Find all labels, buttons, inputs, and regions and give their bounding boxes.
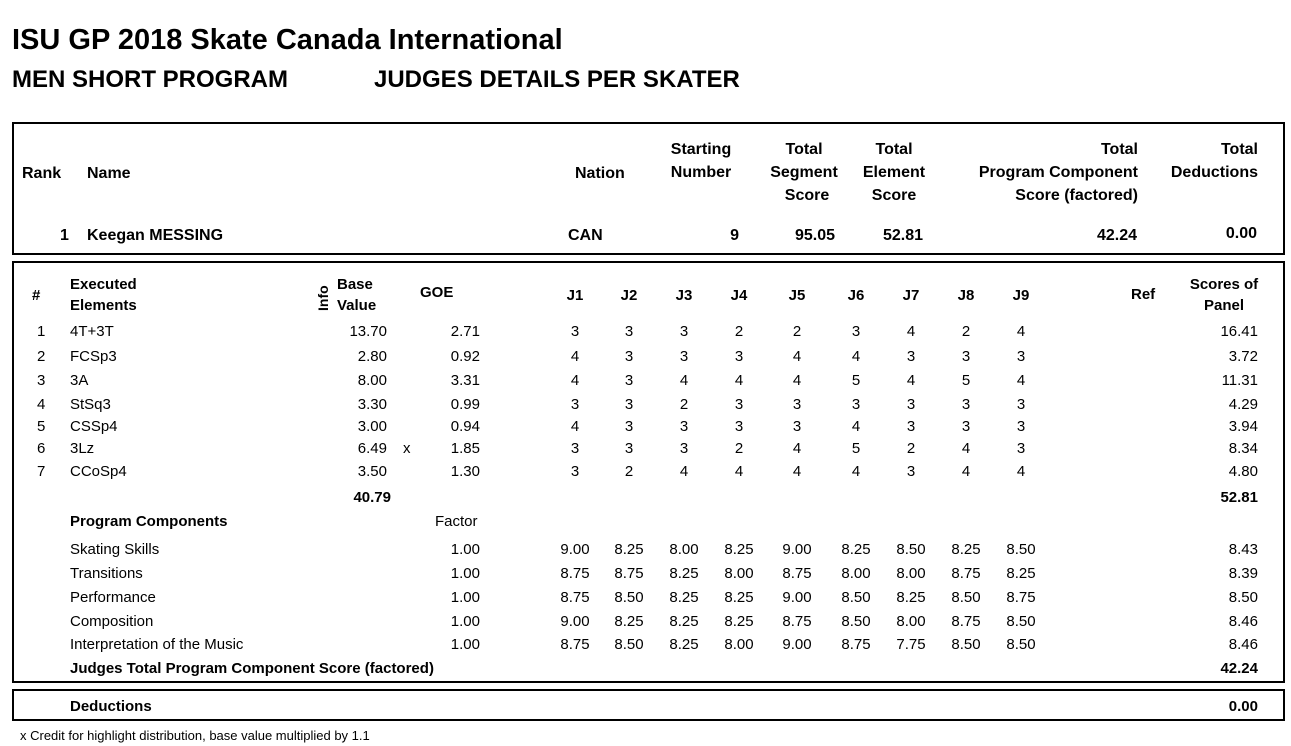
element-judge-score-j7: 3 [906, 463, 916, 480]
component-judge-score-j7: 7.75 [896, 636, 926, 653]
element-judge-score-j4: 2 [734, 323, 744, 340]
element-number: 3 [37, 372, 46, 389]
element-judge-score-j9: 4 [1016, 463, 1026, 480]
skater-total-deductions: 0.00 [1225, 225, 1257, 242]
component-judge-score-j2: 8.25 [614, 613, 644, 630]
element-goe: 1.85 [450, 440, 480, 457]
skater-starting-number: 9 [730, 227, 739, 244]
component-factor: 1.00 [450, 589, 480, 606]
judge-header-j5: J5 [788, 287, 806, 304]
element-number: 5 [37, 418, 46, 435]
judge-header-j7: J7 [902, 287, 920, 304]
element-judge-score-j4: 3 [734, 348, 744, 365]
element-name: 4T+3T [70, 323, 114, 340]
component-judge-score-j6: 8.25 [841, 541, 871, 558]
element-judge-score-j5: 2 [792, 323, 802, 340]
element-judge-score-j5: 3 [792, 396, 802, 413]
element-number: 6 [37, 440, 46, 457]
nation-header: Nation [575, 165, 625, 182]
element-goe: 0.94 [450, 418, 480, 435]
component-judge-score-j8: 8.50 [951, 589, 981, 606]
element-judge-score-j5: 4 [792, 348, 802, 365]
element-name: 3Lz [70, 440, 95, 457]
event-title: ISU GP 2018 Skate Canada International [12, 24, 563, 56]
footnote: x Credit for highlight distribution, base value multiplied by 1.1 [20, 728, 370, 743]
element-panel-score: 8.34 [1228, 440, 1258, 457]
component-judge-score-j3: 8.25 [669, 589, 699, 606]
component-judge-score-j8: 8.25 [951, 541, 981, 558]
element-number: 7 [37, 463, 46, 480]
component-judge-score-j2: 8.50 [614, 589, 644, 606]
element-judge-score-j3: 3 [679, 323, 689, 340]
element-judge-score-j2: 3 [624, 418, 634, 435]
element-judge-score-j6: 4 [851, 418, 861, 435]
component-judge-score-j6: 8.00 [841, 565, 871, 582]
element-judge-score-j2: 3 [624, 372, 634, 389]
element-name: StSq3 [70, 396, 111, 413]
element-judge-score-j7: 3 [906, 418, 916, 435]
starting-number-header: Starting Number [670, 141, 732, 181]
element-panel-score: 3.72 [1228, 348, 1258, 365]
component-judge-score-j2: 8.25 [614, 541, 644, 558]
element-judge-score-j7: 2 [906, 440, 916, 457]
element-name: FCSp3 [70, 348, 117, 365]
component-name: Performance [70, 589, 156, 606]
component-judge-score-j6: 8.50 [841, 589, 871, 606]
elements-total-score: 52.81 [1220, 489, 1258, 506]
component-judge-score-j3: 8.25 [669, 636, 699, 653]
component-judge-score-j1: 8.75 [560, 565, 590, 582]
element-info-flag: x [403, 440, 411, 457]
element-judge-score-j8: 4 [961, 463, 971, 480]
component-judge-score-j5: 9.00 [782, 589, 812, 606]
component-judge-score-j1: 8.75 [560, 589, 590, 606]
element-judge-score-j4: 3 [734, 418, 744, 435]
component-judge-score-j8: 8.50 [951, 636, 981, 653]
component-factor: 1.00 [450, 636, 480, 653]
component-judge-score-j3: 8.00 [669, 541, 699, 558]
element-base-value: 6.49 [357, 440, 387, 457]
component-judge-score-j3: 8.25 [669, 565, 699, 582]
element-base-value: 13.70 [349, 323, 387, 340]
skater-rank: 1 [60, 227, 69, 244]
element-judge-score-j2: 3 [624, 323, 634, 340]
element-judge-score-j5: 4 [792, 440, 802, 457]
component-name: Transitions [70, 565, 143, 582]
element-name: CSSp4 [70, 418, 118, 435]
element-judge-score-j1: 3 [570, 323, 580, 340]
element-judge-score-j9: 4 [1016, 372, 1026, 389]
element-panel-score: 4.80 [1228, 463, 1258, 480]
element-judge-score-j5: 4 [792, 372, 802, 389]
judge-header-j8: J8 [957, 287, 975, 304]
element-judge-score-j5: 3 [792, 418, 802, 435]
component-panel-score: 8.43 [1228, 541, 1258, 558]
element-panel-score: 11.31 [1221, 372, 1258, 389]
component-factor: 1.00 [450, 565, 480, 582]
element-number: 4 [37, 396, 46, 413]
element-goe: 0.99 [450, 396, 480, 413]
goe-header: GOE [420, 284, 454, 301]
skater-total-segment-score: 95.05 [794, 227, 835, 244]
element-judge-score-j6: 5 [851, 440, 861, 457]
pcs-total-value: 42.24 [1220, 660, 1258, 677]
element-judge-score-j1: 4 [570, 348, 580, 365]
element-judge-score-j9: 3 [1016, 440, 1026, 457]
element-goe: 3.31 [450, 372, 480, 389]
element-judge-score-j6: 4 [851, 463, 861, 480]
element-judge-score-j7: 3 [906, 396, 916, 413]
element-judge-score-j9: 3 [1016, 348, 1026, 365]
element-judge-score-j3: 4 [679, 372, 689, 389]
element-name: 3A [70, 372, 89, 389]
element-judge-score-j1: 4 [570, 418, 580, 435]
element-goe: 0.92 [450, 348, 480, 365]
component-judge-score-j2: 8.75 [614, 565, 644, 582]
component-judge-score-j8: 8.75 [951, 565, 981, 582]
program-components-header: Program Components [70, 513, 228, 530]
component-judge-score-j4: 8.25 [724, 541, 754, 558]
element-judge-score-j9: 3 [1016, 396, 1026, 413]
component-judge-score-j5: 8.75 [782, 613, 812, 630]
component-factor: 1.00 [450, 541, 480, 558]
judge-header-j4: J4 [730, 287, 748, 304]
total-segment-score-header: Total Segment Score [770, 141, 838, 204]
component-judge-score-j1: 8.75 [560, 636, 590, 653]
element-base-value: 3.30 [357, 396, 387, 413]
component-judge-score-j8: 8.75 [951, 613, 981, 630]
total-deductions-header: Total Deductions [1170, 141, 1258, 181]
element-number-header: # [32, 287, 41, 304]
scores-of-panel-header: Scores of Panel [1189, 276, 1259, 314]
element-base-value: 8.00 [357, 372, 387, 389]
component-panel-score: 8.46 [1228, 636, 1258, 653]
element-judge-score-j4: 4 [734, 463, 744, 480]
element-panel-score: 16.41 [1220, 323, 1258, 340]
component-judge-score-j9: 8.50 [1006, 613, 1036, 630]
judge-header-j3: J3 [675, 287, 693, 304]
info-header: Info [315, 285, 331, 311]
component-name: Skating Skills [70, 541, 160, 558]
element-judge-score-j1: 3 [570, 440, 580, 457]
component-judge-score-j7: 8.00 [896, 565, 926, 582]
element-judge-score-j6: 3 [851, 323, 861, 340]
name-header: Name [87, 165, 131, 182]
element-name: CCoSp4 [70, 463, 127, 480]
executed-elements-header: Executed Elements [70, 276, 137, 314]
element-judge-score-j8: 3 [961, 396, 971, 413]
judge-header-j1: J1 [566, 287, 584, 304]
component-judge-score-j9: 8.25 [1006, 565, 1036, 582]
element-judge-score-j3: 3 [679, 418, 689, 435]
element-judge-score-j8: 4 [961, 440, 971, 457]
component-judge-score-j4: 8.25 [724, 589, 754, 606]
element-judge-score-j4: 4 [734, 372, 744, 389]
element-judge-score-j6: 5 [851, 372, 861, 389]
elements-total-base-value: 40.79 [353, 489, 391, 506]
element-judge-score-j3: 3 [679, 348, 689, 365]
element-judge-score-j2: 3 [624, 348, 634, 365]
deductions-value: 0.00 [1228, 698, 1258, 715]
component-judge-score-j6: 8.50 [841, 613, 871, 630]
rank-header: Rank [22, 165, 62, 182]
factor-header: Factor [435, 513, 478, 530]
element-judge-score-j7: 3 [906, 348, 916, 365]
component-panel-score: 8.39 [1228, 565, 1258, 582]
component-judge-score-j2: 8.50 [614, 636, 644, 653]
deductions-label: Deductions [70, 698, 152, 715]
component-judge-score-j7: 8.00 [896, 613, 926, 630]
total-element-score-header: Total Element Score [862, 141, 926, 204]
element-judge-score-j7: 4 [906, 372, 916, 389]
component-judge-score-j7: 8.25 [896, 589, 926, 606]
element-number: 1 [37, 323, 46, 340]
component-judge-score-j7: 8.50 [896, 541, 926, 558]
component-judge-score-j5: 9.00 [782, 541, 812, 558]
ref-header: Ref [1131, 286, 1156, 303]
element-judge-score-j1: 3 [570, 396, 580, 413]
element-base-value: 3.00 [357, 418, 387, 435]
element-judge-score-j8: 3 [961, 418, 971, 435]
element-judge-score-j2: 2 [624, 463, 634, 480]
pcs-total-label: Judges Total Program Component Score (factored) [70, 660, 434, 677]
element-goe: 2.71 [450, 323, 480, 340]
component-judge-score-j4: 8.00 [724, 636, 754, 653]
component-name: Composition [70, 613, 154, 630]
element-judge-score-j3: 2 [679, 396, 689, 413]
element-judge-score-j8: 5 [961, 372, 971, 389]
element-panel-score: 3.94 [1228, 418, 1258, 435]
element-judge-score-j1: 3 [570, 463, 580, 480]
component-panel-score: 8.50 [1228, 589, 1258, 606]
skater-total-element-score: 52.81 [882, 227, 923, 244]
element-judge-score-j4: 3 [734, 396, 744, 413]
judge-header-j6: J6 [847, 287, 865, 304]
component-judge-score-j9: 8.50 [1006, 541, 1036, 558]
component-judge-score-j1: 9.00 [560, 613, 590, 630]
element-judge-score-j3: 3 [679, 440, 689, 457]
component-judge-score-j1: 9.00 [560, 541, 590, 558]
deductions-box [12, 689, 1285, 721]
component-judge-score-j9: 8.75 [1006, 589, 1036, 606]
segment-title: MEN SHORT PROGRAM [12, 66, 288, 93]
element-panel-score: 4.29 [1228, 396, 1258, 413]
element-number: 2 [37, 348, 46, 365]
component-judge-score-j4: 8.25 [724, 613, 754, 630]
judge-header-j9: J9 [1012, 287, 1030, 304]
element-judge-score-j6: 3 [851, 396, 861, 413]
base-value-header: Base Value [337, 276, 377, 314]
element-judge-score-j8: 2 [961, 323, 971, 340]
element-judge-score-j2: 3 [624, 396, 634, 413]
component-factor: 1.00 [450, 613, 480, 630]
component-judge-score-j5: 8.75 [782, 565, 812, 582]
element-judge-score-j1: 4 [570, 372, 580, 389]
element-judge-score-j6: 4 [851, 348, 861, 365]
component-name: Interpretation of the Music [70, 636, 244, 653]
element-judge-score-j9: 4 [1016, 323, 1026, 340]
element-judge-score-j4: 2 [734, 440, 744, 457]
component-judge-score-j5: 9.00 [782, 636, 812, 653]
element-judge-score-j7: 4 [906, 323, 916, 340]
component-judge-score-j4: 8.00 [724, 565, 754, 582]
component-judge-score-j3: 8.25 [669, 613, 699, 630]
element-judge-score-j2: 3 [624, 440, 634, 457]
skater-total-pcs: 42.24 [1096, 227, 1137, 244]
report-type-title: JUDGES DETAILS PER SKATER [374, 66, 740, 93]
element-judge-score-j8: 3 [961, 348, 971, 365]
skater-nation: CAN [568, 227, 603, 244]
component-judge-score-j6: 8.75 [841, 636, 871, 653]
element-base-value: 2.80 [357, 348, 387, 365]
total-pcs-header: Total Program Component Score (factored) [978, 141, 1138, 204]
element-judge-score-j9: 3 [1016, 418, 1026, 435]
judge-header-j2: J2 [620, 287, 638, 304]
component-judge-score-j9: 8.50 [1006, 636, 1036, 653]
element-judge-score-j3: 4 [679, 463, 689, 480]
element-goe: 1.30 [450, 463, 480, 480]
component-panel-score: 8.46 [1228, 613, 1258, 630]
element-judge-score-j5: 4 [792, 463, 802, 480]
skater-name: Keegan MESSING [87, 227, 224, 244]
element-base-value: 3.50 [357, 463, 387, 480]
